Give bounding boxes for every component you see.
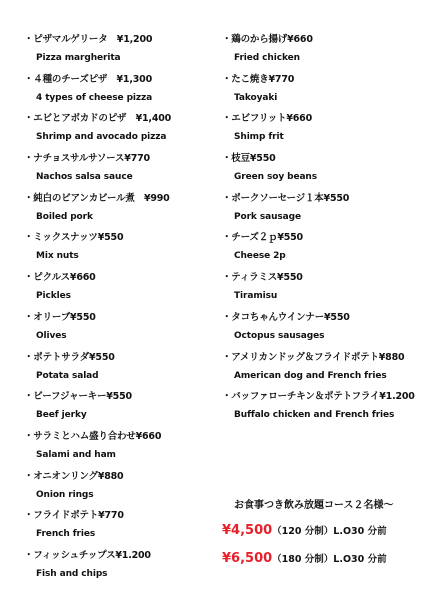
- menu-item-jp: ・ティラミス¥550: [222, 272, 303, 284]
- menu-item: [24, 109, 220, 149]
- menu-item-jp: ・ビーフジャーキー¥550: [24, 391, 132, 403]
- menu-item-jp: ・純白のビアンカビール煮 ¥990: [24, 192, 170, 204]
- menu-item-en: Buffalo chicken and French fries: [234, 410, 395, 421]
- menu-item: [222, 109, 422, 149]
- menu-item-en: Nachos salsa sauce: [36, 172, 133, 183]
- menu-item-jp: ・オニオンリング¥880: [24, 470, 124, 482]
- menu-item: [24, 467, 220, 507]
- menu-item: [24, 387, 220, 427]
- menu-item: [24, 228, 220, 268]
- menu-item: [24, 506, 220, 546]
- course-plan-price: ¥6,500: [222, 551, 273, 566]
- menu-item-jp: ・フライドポテト¥770: [24, 510, 124, 522]
- menu-item: [24, 308, 220, 348]
- menu-item: [24, 546, 220, 586]
- menu-item-en: Shimp frit: [234, 132, 284, 143]
- menu-item-en: Takoyaki: [234, 92, 278, 103]
- menu-item-jp: ・サラミとハム盛り合わせ¥660: [24, 430, 162, 442]
- menu-item-en: Onion rings: [36, 489, 94, 500]
- menu-item-jp: ・タコちゃんウインナー¥550: [222, 311, 350, 323]
- menu-item-en: Octopus sausages: [234, 330, 325, 341]
- menu-item: [222, 149, 422, 189]
- menu-item: [222, 228, 422, 268]
- menu-item-en: Olives: [36, 330, 67, 341]
- menu-item-en: Boiled pork: [36, 211, 93, 222]
- menu-item-jp: ・枝豆¥550: [222, 153, 276, 165]
- course-plan-detail: （180 分制）L.O30 分前: [272, 554, 387, 565]
- menu-item: [24, 30, 220, 70]
- menu-item: [222, 348, 422, 388]
- menu-item-jp: ・フィッシュチップス¥1.200: [24, 549, 151, 561]
- menu-item: [222, 189, 422, 229]
- menu-item-jp: ・ナチョスサルサソース¥770: [24, 153, 150, 165]
- menu-item: [24, 149, 220, 189]
- menu-item: [24, 427, 220, 467]
- menu-item-jp: ・オリーブ¥550: [24, 311, 96, 323]
- menu-item: [222, 30, 422, 70]
- menu-item-en: Pork sausage: [234, 211, 301, 222]
- menu-item-en: Fish and chips: [36, 568, 108, 579]
- menu-item-en: Salami and ham: [36, 449, 116, 460]
- menu-item-jp: ・バッファローチキン＆ポテトフライ¥1.200: [222, 391, 415, 403]
- menu-item-en: Tiramisu: [234, 291, 278, 302]
- menu-item-jp: ・エビフリット¥660: [222, 113, 312, 125]
- menu-item-en: Pizza margherita: [36, 53, 121, 63]
- menu-item: [24, 348, 220, 388]
- menu-item-en: American dog and French fries: [234, 370, 387, 381]
- menu-item-jp: ・ピクルス¥660: [24, 272, 96, 284]
- menu-item: [222, 70, 422, 110]
- menu-item-en: French fries: [36, 529, 96, 540]
- menu-item-jp: ・４種のチーズピザ ¥1,300: [24, 73, 152, 85]
- menu-item-jp: ・エビとアボカドのピザ ¥1,400: [24, 113, 172, 125]
- course-plan: [222, 544, 426, 570]
- menu-item-en: Shrimp and avocado pizza: [36, 132, 167, 143]
- menu-column-left: [24, 30, 220, 586]
- menu-item-jp: ・たこ焼き¥770: [222, 73, 295, 85]
- course-title: お食事つき飲み放題コース２名様～: [234, 500, 394, 511]
- menu-item-en: Cheese 2p: [234, 251, 286, 262]
- menu-item-jp: ・アメリカンドッグ＆フライドポテト¥880: [222, 351, 405, 363]
- menu-item: [222, 268, 422, 308]
- menu-item-jp: ・チーズ２ｐ¥550: [222, 232, 303, 244]
- menu-item-en: Green soy beans: [234, 172, 317, 183]
- menu-item-jp: ・ポテトサラダ¥550: [24, 351, 115, 363]
- course-plan: [222, 516, 426, 542]
- menu-column-right: [222, 30, 422, 427]
- menu-item: [24, 70, 220, 110]
- menu-item-jp: ・ピザマルゲリータ ¥1,200: [24, 34, 153, 45]
- menu-item-en: 4 types of cheese pizza: [36, 92, 153, 103]
- menu-item-jp: ・ポークソーセージ１本¥550: [222, 192, 350, 204]
- course-plan-price: ¥4,500: [222, 523, 273, 538]
- menu-item-jp: ・ミックスナッツ¥550: [24, 232, 124, 244]
- course-plan-detail: （120 分制）L.O30 分前: [272, 526, 387, 537]
- course-section: [222, 496, 426, 570]
- menu-item-en: Fried chicken: [234, 53, 300, 63]
- menu-item-en: Pickles: [36, 291, 71, 302]
- menu-item: [222, 387, 422, 427]
- menu-item-en: Mix nuts: [36, 251, 79, 262]
- menu-item: [24, 189, 220, 229]
- menu-item-en: Potata salad: [36, 370, 99, 381]
- menu-item: [24, 268, 220, 308]
- menu-item-jp: ・鶏のから揚げ¥660: [222, 34, 313, 45]
- menu-item-en: Beef jerky: [36, 410, 87, 421]
- menu-item: [222, 308, 422, 348]
